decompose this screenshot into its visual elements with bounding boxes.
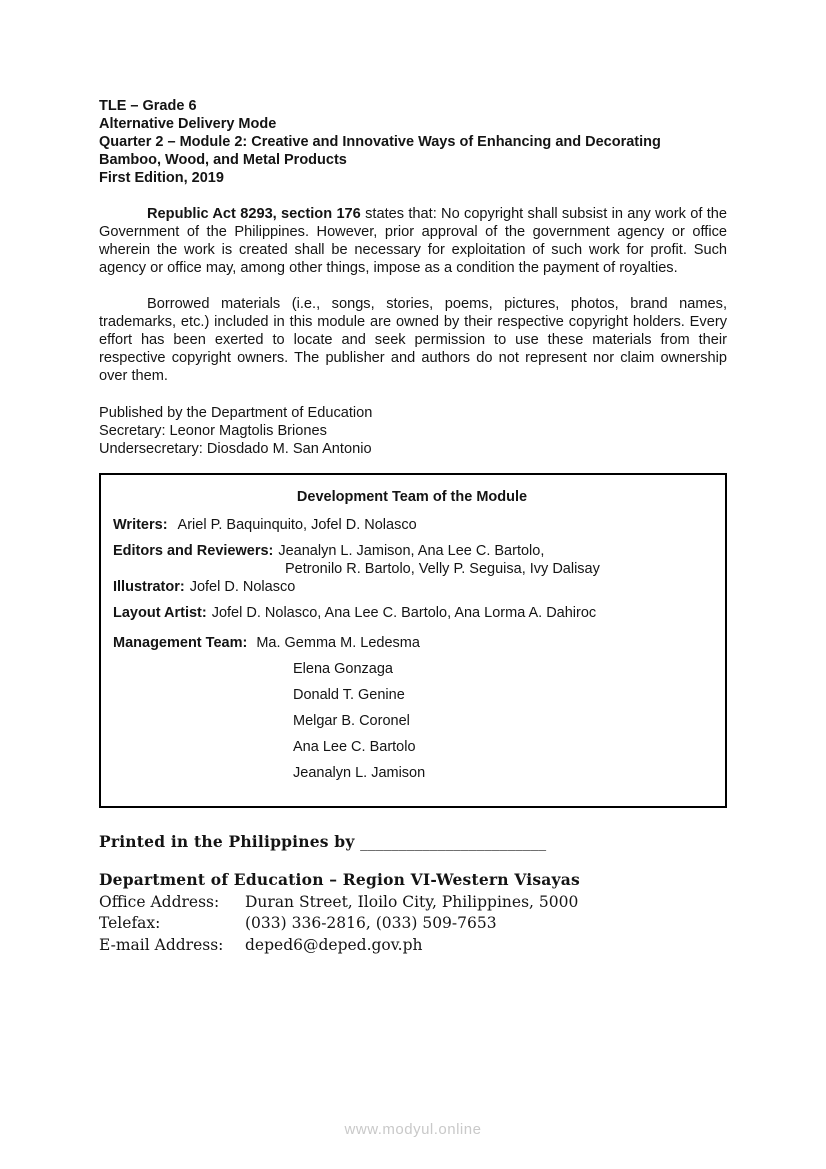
- management-member: Ma. Gemma M. Ledesma: [256, 635, 420, 651]
- header-line: Bamboo, Wood, and Metal Products: [99, 152, 347, 168]
- publisher-block: [99, 404, 727, 458]
- republic-act-bold-text: Republic Act 8293, section 176: [147, 206, 361, 222]
- management-member: Donald T. Genine: [293, 687, 405, 703]
- editors-row: [113, 542, 711, 578]
- layout-artist-row: [113, 604, 711, 622]
- email-address-value: deped6@deped.gov.ph: [245, 935, 423, 954]
- management-member: Ana Lee C. Bartolo: [293, 739, 416, 755]
- header-line: First Edition, 2019: [99, 170, 224, 186]
- email-address-label: E-mail Address:: [99, 935, 224, 954]
- management-member: Melgar B. Coronel: [293, 713, 410, 729]
- management-member: Jeanalyn L. Jamison: [293, 765, 426, 781]
- layout-artist-label: Layout Artist:: [113, 605, 207, 621]
- email-address-row: [99, 935, 727, 957]
- office-address-value: Duran Street, Iloilo City, Philippines, 5000: [245, 892, 579, 911]
- management-member: Elena Gonzaga: [293, 661, 393, 677]
- development-team-title: Development Team of the Module: [296, 489, 528, 505]
- copyright-paragraph: [99, 205, 727, 277]
- illustrator-row: [113, 578, 711, 596]
- editors-names-line1: Jeanalyn L. Jamison, Ana Lee C. Bartolo,: [278, 543, 545, 559]
- illustrator-name: Jofel D. Nolasco: [189, 579, 296, 595]
- module-title-block: [99, 97, 727, 187]
- borrowed-materials-paragraph: Borrowed materials (i.e., songs, stories, poems, pictures, photos, brand names, trademarks, etc.) included in this module are owned by their respective copyright holders. Every effort has been exerted to locate and seek permission to use these materials from their respective copyright owners. The publisher and authors do not represent nor claim ownership over them.: [99, 296, 727, 384]
- writers-label: Writers:: [113, 517, 168, 533]
- printed-by-blank-line: ________________________: [360, 833, 547, 851]
- editors-names-line2: Petronilo R. Bartolo, Velly P. Seguisa, Ivy Dalisay: [285, 561, 600, 577]
- printed-in-philippines-line: [99, 832, 727, 852]
- writers-names: Ariel P. Baquinquito, Jofel D. Nolasco: [177, 517, 417, 533]
- telefax-row: [99, 913, 727, 935]
- printed-by-label: Printed in the Philippines by: [99, 832, 355, 851]
- office-address-row: [99, 892, 727, 914]
- republic-act-body-text: states that: No copyright shall subsist in any work of the Government of the Philippines. However, prior approval of the government agency or office wherein the work is created shall be necessary for exploitation of such work for profit. Such agency or office may, among other things, impose as a condition the payment of royalties.: [99, 206, 727, 276]
- office-address-label: Office Address:: [99, 892, 220, 911]
- layout-artist-names: Jofel D. Nolasco, Ana Lee C. Bartolo, Ana Lorma A. Dahiroc: [211, 605, 597, 621]
- development-team-box: [99, 473, 727, 808]
- page-content: [99, 97, 727, 956]
- management-team-row: [113, 630, 711, 786]
- published-by-line: Published by the Department of Education: [99, 405, 373, 421]
- secretary-line: Secretary: Leonor Magtolis Briones: [99, 423, 327, 439]
- deped-region-heading: Department of Education – Region VI-Western Visayas: [99, 870, 580, 889]
- editors-label: Editors and Reviewers:: [113, 543, 274, 559]
- telefax-label: Telefax:: [99, 914, 161, 932]
- undersecretary-line: Undersecretary: Diosdado M. San Antonio: [99, 441, 372, 457]
- website-watermark: www.modyul.online: [344, 1121, 482, 1138]
- illustrator-label: Illustrator:: [113, 579, 185, 595]
- telefax-value: (033) 336-2816, (033) 509-7653: [245, 914, 497, 932]
- header-line: Alternative Delivery Mode: [99, 116, 277, 132]
- writers-row: [113, 516, 711, 534]
- header-line: TLE – Grade 6: [99, 98, 197, 114]
- deped-contact-block: [99, 869, 727, 956]
- header-line: Quarter 2 – Module 2: Creative and Innovative Ways of Enhancing and Decorating: [99, 134, 661, 150]
- management-team-label: Management Team:: [113, 635, 248, 651]
